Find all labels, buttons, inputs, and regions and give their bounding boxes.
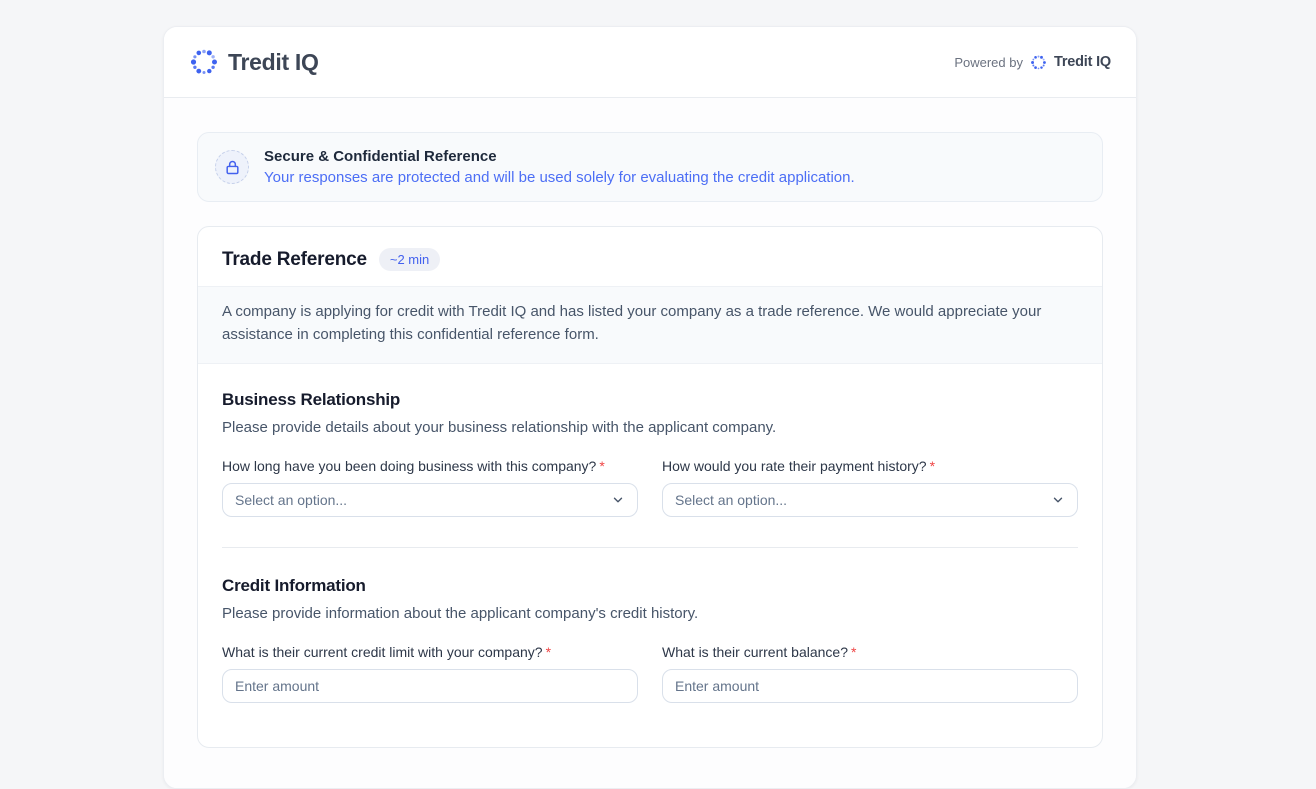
secure-notice-subtitle: Your responses are protected and will be used solely for evaluating the credit application.: [264, 169, 855, 186]
trade-reference-card: [197, 226, 1103, 748]
field-label-text: How long have you been doing business with this company?: [222, 458, 597, 474]
field-label: [662, 458, 1078, 474]
trade-reference-title: Trade Reference: [222, 248, 367, 270]
section-subheading: Please provide details about your business relationship with the applicant company.: [222, 419, 777, 436]
field-label: [222, 644, 638, 660]
main-card: [163, 26, 1137, 789]
chevron-down-icon: [611, 493, 625, 507]
time-estimate-badge: ~2 min: [379, 248, 440, 271]
credit-limit-input[interactable]: [222, 669, 638, 703]
required-marker: *: [850, 644, 857, 660]
field-label: [222, 458, 638, 474]
current-balance-input[interactable]: [662, 669, 1078, 703]
field-current-balance: [662, 644, 1078, 703]
brand: [189, 47, 319, 77]
trade-reference-description: A company is applying for credit with Tredit IQ and has listed your company as a trade reference. We would appreciate your assistance in completing this confidential reference form.: [198, 286, 1102, 364]
powered-by-brand: Tredit IQ: [1053, 54, 1111, 70]
secure-notice: [197, 132, 1103, 202]
field-credit-limit: [222, 644, 638, 703]
powered-by-label: Powered by: [954, 54, 1023, 70]
required-marker: *: [599, 458, 605, 474]
brand-title: Tredit IQ: [228, 48, 319, 75]
section-heading: Business Relationship: [222, 390, 401, 409]
field-label: [662, 644, 1078, 660]
chevron-down-icon: [1051, 493, 1065, 507]
powered-by-ring-icon: [1030, 54, 1047, 71]
lock-icon: [224, 159, 241, 176]
business-duration-select[interactable]: [222, 483, 638, 517]
lock-circle: [215, 150, 249, 184]
section-heading: Credit Information: [222, 576, 366, 595]
field-business-duration: [222, 458, 638, 517]
field-label-text: How would you rate their payment history?: [662, 458, 927, 474]
section-credit-information: [222, 548, 1078, 747]
select-placeholder: Select an option...: [675, 492, 788, 508]
field-grid: [222, 458, 1078, 517]
secure-notice-text: [264, 148, 855, 186]
select-placeholder: Select an option...: [235, 492, 348, 508]
powered-by: [954, 54, 1111, 71]
form-body: [198, 364, 1102, 747]
field-label-text: What is their current balance?: [662, 644, 848, 660]
secure-notice-title: Secure & Confidential Reference: [264, 148, 497, 165]
page-content: [164, 98, 1136, 788]
brand-ring-icon: [189, 47, 219, 77]
required-marker: *: [929, 458, 936, 474]
required-marker: *: [545, 644, 552, 660]
field-grid: [222, 644, 1078, 703]
section-subheading: Please provide information about the applicant company's credit history.: [222, 605, 699, 622]
section-business-relationship: [222, 364, 1078, 547]
trade-reference-header: [198, 227, 1102, 286]
field-label-text: What is their current credit limit with your company?: [222, 644, 543, 660]
app-header: [164, 27, 1136, 98]
payment-history-select[interactable]: [662, 483, 1078, 517]
field-payment-history: [662, 458, 1078, 517]
